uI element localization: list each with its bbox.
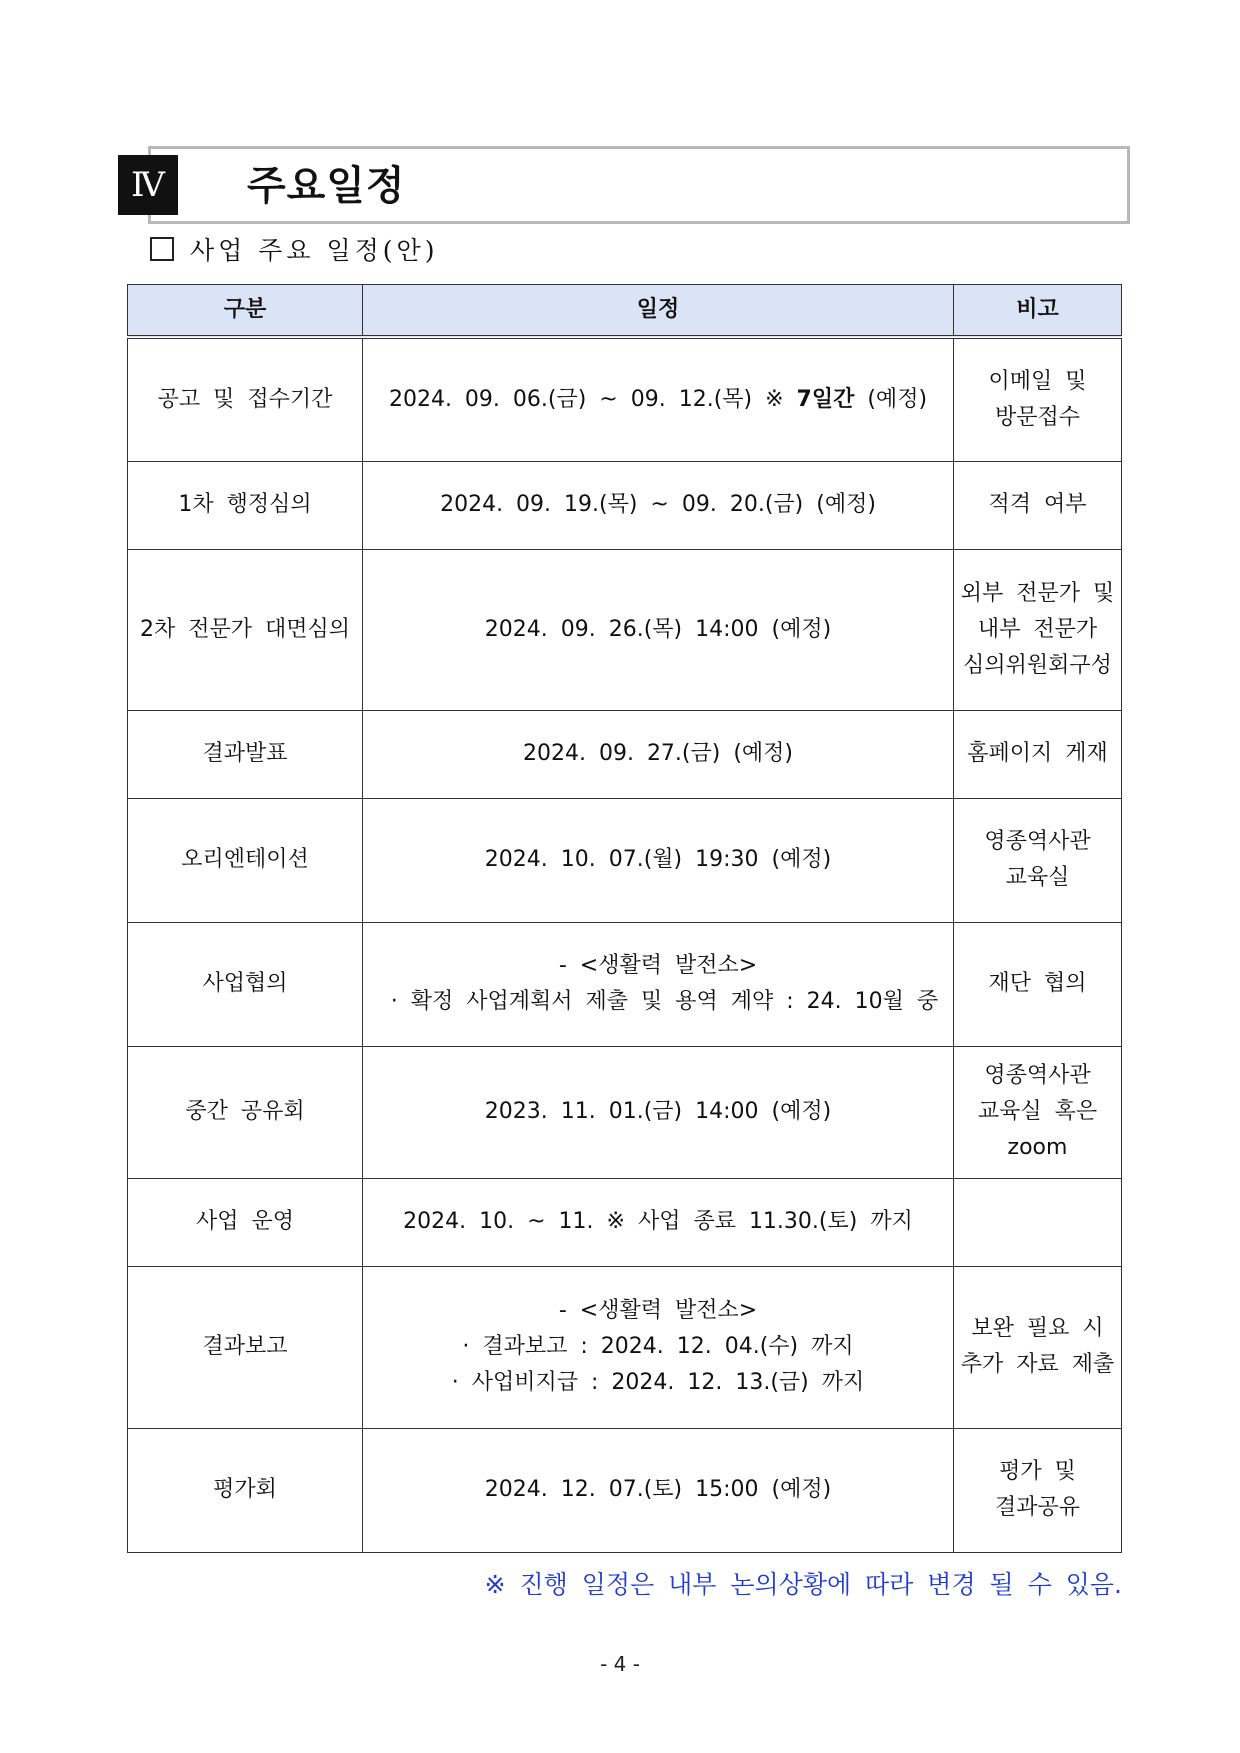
schedule-line: · 결과보고 : 2024. 12. 04.(수) 까지 bbox=[462, 1334, 854, 1359]
row-schedule bbox=[363, 922, 954, 1046]
row-note bbox=[954, 461, 1122, 549]
row-category: 오리엔테이션 bbox=[128, 798, 363, 922]
table-header-row bbox=[128, 285, 1122, 338]
row-schedule: 2024. 09. 19.(목) ~ 09. 20.(금) (예정) bbox=[363, 461, 954, 549]
header-category: 구분 bbox=[128, 285, 363, 338]
row-note bbox=[954, 922, 1122, 1046]
note-line: 보완 필요 시 bbox=[971, 1316, 1104, 1341]
row-schedule bbox=[363, 337, 954, 461]
row-note bbox=[954, 798, 1122, 922]
header-note: 비고 bbox=[954, 285, 1122, 338]
section-numeral: Ⅳ bbox=[118, 155, 178, 215]
row-category: 결과보고 bbox=[128, 1266, 363, 1428]
schedule-tail: (예정) bbox=[854, 386, 928, 412]
note-line: 외부 전문가 및 bbox=[960, 580, 1115, 606]
table-row bbox=[128, 337, 1122, 461]
table-row bbox=[128, 922, 1122, 1046]
row-note bbox=[954, 1046, 1122, 1178]
note-line: 심의위원회구성 bbox=[963, 652, 1112, 678]
note-line: 적격 여부 bbox=[988, 492, 1087, 517]
note-line: 결과공유 bbox=[994, 1495, 1080, 1520]
row-category: 1차 행정심의 bbox=[128, 461, 363, 549]
row-note bbox=[954, 337, 1122, 461]
subheading bbox=[150, 233, 438, 269]
row-schedule: 2024. 12. 07.(토) 15:00 (예정) bbox=[363, 1428, 954, 1552]
note-line: 홈페이지 게재 bbox=[967, 741, 1108, 766]
note-line: zoom bbox=[1007, 1135, 1068, 1160]
checkbox-icon bbox=[150, 237, 174, 261]
table-row bbox=[128, 1266, 1122, 1428]
schedule-table bbox=[127, 284, 1122, 1553]
row-schedule: 2024. 10. ~ 11. ※ 사업 종료 11.30.(토) 까지 bbox=[363, 1178, 954, 1266]
schedule-line: · 사업비지급 : 2024. 12. 13.(금) 까지 bbox=[451, 1370, 865, 1395]
section-title: 주요일정 bbox=[247, 163, 406, 209]
row-note bbox=[954, 1428, 1122, 1552]
schedule-line: · 확정 사업계획서 제출 및 용역 계약 : 24. 10월 중 bbox=[377, 989, 939, 1014]
row-schedule: 2024. 10. 07.(월) 19:30 (예정) bbox=[363, 798, 954, 922]
row-note bbox=[954, 1266, 1122, 1428]
row-note bbox=[954, 710, 1122, 798]
row-schedule: 2023. 11. 01.(금) 14:00 (예정) bbox=[363, 1046, 954, 1178]
table-row bbox=[128, 549, 1122, 710]
note-line: 방문접수 bbox=[994, 404, 1080, 430]
row-category: 결과발표 bbox=[128, 710, 363, 798]
note-line: 교육실 bbox=[1005, 865, 1070, 890]
note-line: 추가 자료 제출 bbox=[960, 1352, 1115, 1377]
table-row bbox=[128, 710, 1122, 798]
row-category: 2차 전문가 대면심의 bbox=[128, 549, 363, 710]
section-title-box bbox=[148, 146, 1130, 224]
subheading-text: 사업 주요 일정(안) bbox=[190, 236, 439, 265]
note-line: 이메일 및 bbox=[988, 368, 1087, 394]
table-row bbox=[128, 1046, 1122, 1178]
row-category: 중간 공유회 bbox=[128, 1046, 363, 1178]
note-line: 영종역사관 bbox=[984, 829, 1091, 854]
row-schedule bbox=[363, 1266, 954, 1428]
section-header bbox=[118, 146, 1128, 224]
row-category: 공고 및 접수기간 bbox=[128, 337, 363, 461]
table-row bbox=[128, 1178, 1122, 1266]
row-category: 평가회 bbox=[128, 1428, 363, 1552]
page-number: - 4 - bbox=[600, 1652, 640, 1676]
schedule-duration: 7일간 bbox=[796, 386, 855, 412]
table-row bbox=[128, 461, 1122, 549]
row-category: 사업 운영 bbox=[128, 1178, 363, 1266]
row-note bbox=[954, 1178, 1122, 1266]
note-line: 평가 및 bbox=[999, 1459, 1076, 1484]
schedule-text: 2024. 09. 06.(금) ~ 09. 12.(목) ※ bbox=[388, 386, 797, 412]
row-schedule: 2024. 09. 27.(금) (예정) bbox=[363, 710, 954, 798]
table-row bbox=[128, 798, 1122, 922]
header-schedule: 일정 bbox=[363, 285, 954, 338]
note-line: 영종역사관 bbox=[984, 1063, 1091, 1088]
schedule-line: - <생활력 발전소> bbox=[558, 953, 758, 978]
row-note bbox=[954, 549, 1122, 710]
table-row bbox=[128, 1428, 1122, 1552]
schedule-line: - <생활력 발전소> bbox=[558, 1298, 758, 1323]
note-line: 재단 협의 bbox=[988, 971, 1087, 996]
row-category: 사업협의 bbox=[128, 922, 363, 1046]
schedule-change-note: ※ 진행 일정은 내부 논의상황에 따라 변경 될 수 있음. bbox=[484, 1570, 1122, 1599]
row-schedule: 2024. 09. 26.(목) 14:00 (예정) bbox=[363, 549, 954, 710]
note-line: 교육실 혹은 bbox=[977, 1099, 1098, 1124]
note-line: 내부 전문가 bbox=[977, 616, 1098, 642]
